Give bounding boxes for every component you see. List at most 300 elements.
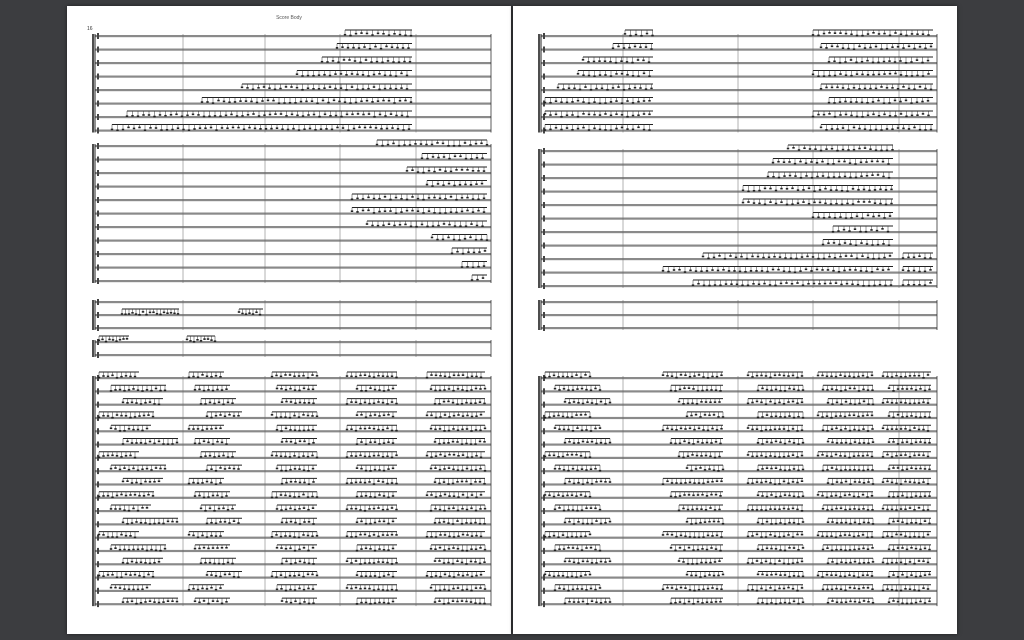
notehead xyxy=(368,113,370,115)
notehead xyxy=(788,161,790,163)
notehead xyxy=(366,100,368,102)
notehead xyxy=(876,269,878,271)
notehead xyxy=(836,442,838,444)
notehead xyxy=(601,88,603,90)
notehead xyxy=(435,375,437,377)
notehead xyxy=(483,170,485,172)
notehead xyxy=(215,375,217,377)
notehead xyxy=(792,401,794,403)
notehead xyxy=(219,521,221,523)
notehead xyxy=(692,388,694,390)
notehead xyxy=(590,389,592,391)
staff xyxy=(95,430,491,432)
notehead xyxy=(346,375,348,377)
notehead xyxy=(662,429,664,431)
notehead xyxy=(312,588,314,590)
notehead xyxy=(835,428,837,430)
notehead xyxy=(471,279,473,281)
notehead xyxy=(557,87,559,89)
notehead xyxy=(783,403,785,405)
notehead xyxy=(167,600,169,602)
notehead xyxy=(465,601,467,603)
notehead xyxy=(826,430,828,432)
notehead xyxy=(307,509,309,511)
notehead xyxy=(111,129,113,131)
notehead xyxy=(866,102,868,104)
staff xyxy=(541,177,937,179)
notehead xyxy=(146,550,148,552)
notehead xyxy=(872,258,874,260)
notehead xyxy=(362,198,364,200)
notehead xyxy=(919,129,921,131)
staff xyxy=(95,240,491,242)
notehead xyxy=(129,535,131,537)
notehead xyxy=(386,590,388,592)
notehead xyxy=(861,255,863,257)
notehead xyxy=(470,561,472,563)
notehead xyxy=(593,101,595,103)
notehead xyxy=(158,441,160,443)
notehead xyxy=(683,441,685,443)
notehead xyxy=(210,587,212,589)
notehead xyxy=(194,495,196,497)
notehead xyxy=(849,430,851,432)
notehead xyxy=(239,100,241,102)
notehead xyxy=(426,226,428,228)
notehead xyxy=(434,522,436,524)
notehead xyxy=(389,75,391,77)
notehead xyxy=(689,376,691,378)
notehead xyxy=(448,430,450,432)
notehead xyxy=(367,75,369,77)
notehead xyxy=(443,156,445,158)
notehead xyxy=(204,562,206,564)
staff xyxy=(95,417,491,419)
notehead xyxy=(245,100,247,102)
notehead xyxy=(218,508,220,510)
notehead xyxy=(434,441,436,443)
notehead xyxy=(132,508,134,510)
clef xyxy=(97,352,99,358)
notehead xyxy=(134,376,136,378)
notehead xyxy=(119,430,121,432)
notehead xyxy=(834,257,836,259)
notehead xyxy=(838,176,840,178)
clef xyxy=(97,561,99,567)
notehead xyxy=(845,114,847,116)
notehead xyxy=(848,376,850,378)
notehead xyxy=(849,388,851,390)
notehead xyxy=(600,401,602,403)
notehead xyxy=(775,441,777,443)
notehead xyxy=(137,429,139,431)
notehead xyxy=(250,101,252,103)
notehead xyxy=(927,402,929,404)
notehead xyxy=(879,189,881,191)
notehead xyxy=(786,188,788,190)
notehead xyxy=(913,256,915,258)
notehead xyxy=(210,574,212,576)
notehead xyxy=(153,481,155,483)
notehead xyxy=(871,161,873,163)
notehead xyxy=(392,576,394,578)
notehead xyxy=(902,86,904,88)
notehead xyxy=(206,101,208,103)
notehead xyxy=(812,256,814,258)
notehead xyxy=(784,443,786,445)
notehead xyxy=(599,427,601,429)
notehead xyxy=(828,216,830,218)
notehead xyxy=(431,237,433,239)
notehead xyxy=(312,402,314,404)
notehead xyxy=(391,563,393,565)
notehead xyxy=(897,46,899,48)
notehead xyxy=(462,454,464,456)
notehead xyxy=(138,314,140,316)
notehead xyxy=(272,100,274,102)
notehead xyxy=(786,204,788,206)
staff xyxy=(95,497,491,499)
notehead xyxy=(302,576,304,578)
notehead xyxy=(448,495,450,497)
notehead xyxy=(458,239,460,241)
notehead xyxy=(927,60,929,62)
notehead xyxy=(182,129,184,131)
notehead xyxy=(215,523,217,525)
notehead xyxy=(392,143,394,145)
notehead xyxy=(901,442,903,444)
notehead xyxy=(285,548,287,550)
notehead xyxy=(457,469,459,471)
notehead xyxy=(557,456,559,458)
notehead xyxy=(261,100,263,102)
notehead xyxy=(769,284,771,286)
page-header-title: Score Body xyxy=(276,15,302,21)
staff xyxy=(95,550,491,552)
notehead xyxy=(692,443,694,445)
notehead xyxy=(126,480,128,482)
notehead xyxy=(303,601,305,603)
notehead xyxy=(360,414,362,416)
notehead xyxy=(821,416,823,418)
notehead xyxy=(927,115,929,117)
notehead xyxy=(241,313,243,315)
notehead xyxy=(791,283,793,285)
notehead xyxy=(886,376,888,378)
notehead xyxy=(839,32,841,34)
notehead xyxy=(126,441,128,443)
notehead xyxy=(280,574,282,576)
notehead xyxy=(307,377,309,379)
staff xyxy=(95,470,491,472)
notehead xyxy=(435,417,437,419)
notehead xyxy=(431,144,433,146)
notehead xyxy=(868,285,870,287)
notehead xyxy=(684,271,686,273)
notehead xyxy=(181,116,183,118)
notehead xyxy=(280,388,282,390)
clef xyxy=(543,521,545,527)
notehead xyxy=(484,470,486,472)
notehead xyxy=(308,563,310,565)
notehead xyxy=(422,172,424,174)
notehead xyxy=(802,417,804,419)
staff xyxy=(95,89,491,91)
notehead xyxy=(461,508,463,510)
notehead xyxy=(356,521,358,523)
notehead xyxy=(303,388,305,390)
notehead xyxy=(155,467,157,469)
notehead xyxy=(821,161,823,163)
notehead xyxy=(483,523,485,525)
notehead xyxy=(916,33,918,35)
notehead xyxy=(864,128,866,130)
notehead xyxy=(194,443,196,445)
notehead xyxy=(930,46,932,48)
notehead xyxy=(800,177,802,179)
notehead xyxy=(821,375,823,377)
notehead xyxy=(98,456,100,458)
notehead xyxy=(307,114,309,116)
notehead xyxy=(276,388,278,390)
notehead xyxy=(913,88,915,90)
notehead xyxy=(188,376,190,378)
notehead xyxy=(379,114,381,116)
notehead xyxy=(135,402,137,404)
notehead xyxy=(298,537,300,539)
notehead xyxy=(813,190,815,192)
notehead xyxy=(871,428,873,430)
notehead xyxy=(380,48,382,50)
notehead xyxy=(765,429,767,431)
notehead xyxy=(303,402,305,404)
notehead xyxy=(609,402,611,404)
notehead xyxy=(438,403,440,405)
notehead xyxy=(382,509,384,511)
notehead xyxy=(577,116,579,118)
notehead xyxy=(311,455,313,457)
notehead xyxy=(135,562,137,564)
notehead xyxy=(365,470,367,472)
notehead xyxy=(303,128,305,130)
clef xyxy=(97,535,99,541)
notehead xyxy=(865,161,867,163)
notehead xyxy=(296,73,298,75)
notehead xyxy=(422,212,424,214)
notehead xyxy=(285,522,287,524)
notehead xyxy=(150,469,152,471)
notehead xyxy=(706,442,708,444)
notehead xyxy=(828,75,830,77)
notehead xyxy=(386,403,388,405)
notehead xyxy=(453,239,455,241)
notehead xyxy=(454,225,456,227)
notehead xyxy=(886,429,888,431)
notehead xyxy=(285,590,287,592)
notehead xyxy=(797,416,799,418)
notehead xyxy=(228,467,230,469)
notehead xyxy=(373,428,375,430)
notehead xyxy=(918,255,920,257)
notehead xyxy=(803,147,805,149)
notehead xyxy=(364,402,366,404)
notehead xyxy=(448,224,450,226)
notehead xyxy=(212,102,214,104)
notehead xyxy=(285,115,287,117)
notehead xyxy=(801,401,803,403)
notehead xyxy=(879,203,881,205)
notehead xyxy=(147,574,149,576)
notehead xyxy=(593,114,595,116)
notehead xyxy=(457,429,459,431)
clef xyxy=(543,101,545,107)
notehead xyxy=(891,428,893,430)
notehead xyxy=(316,535,318,537)
notehead xyxy=(395,403,397,405)
notehead xyxy=(582,74,584,76)
notehead xyxy=(650,48,652,50)
notehead xyxy=(123,430,125,432)
notehead xyxy=(233,468,235,470)
notehead xyxy=(340,116,342,118)
notehead xyxy=(430,510,432,512)
notehead xyxy=(357,113,359,115)
notehead xyxy=(114,587,116,589)
notehead xyxy=(466,550,468,552)
notehead xyxy=(210,376,212,378)
notehead xyxy=(650,88,652,90)
notehead xyxy=(393,225,395,227)
notehead xyxy=(747,375,749,377)
notehead xyxy=(853,388,855,390)
notehead xyxy=(290,86,292,88)
notehead xyxy=(695,270,697,272)
notehead xyxy=(861,102,863,104)
notehead xyxy=(797,443,799,445)
notehead xyxy=(404,100,406,102)
notehead xyxy=(137,549,139,551)
notehead xyxy=(887,163,889,165)
notehead xyxy=(848,230,850,232)
notehead xyxy=(380,128,382,130)
notehead xyxy=(333,100,335,102)
notehead xyxy=(927,430,929,432)
notehead xyxy=(588,114,590,116)
notehead xyxy=(298,416,300,418)
notehead xyxy=(212,390,214,392)
notehead xyxy=(465,522,467,524)
notehead xyxy=(222,563,224,565)
notehead xyxy=(271,576,273,578)
notehead xyxy=(207,389,209,391)
notehead xyxy=(200,508,202,510)
notehead xyxy=(203,390,205,392)
notehead xyxy=(155,549,157,551)
notehead xyxy=(274,113,276,115)
notehead xyxy=(359,563,361,565)
notehead xyxy=(484,588,486,590)
notehead xyxy=(368,562,370,564)
staff xyxy=(541,327,937,329)
notehead xyxy=(560,129,562,131)
notehead xyxy=(793,388,795,390)
notehead xyxy=(289,575,291,577)
notehead xyxy=(620,60,622,62)
notehead xyxy=(243,128,245,130)
notehead xyxy=(774,403,776,405)
notehead xyxy=(829,283,831,285)
notehead xyxy=(377,561,379,563)
notehead xyxy=(299,402,301,404)
notehead xyxy=(888,415,890,417)
notehead xyxy=(232,127,234,129)
notehead xyxy=(409,61,411,63)
notehead xyxy=(201,482,203,484)
notehead xyxy=(919,86,921,88)
notehead xyxy=(448,575,450,577)
notehead xyxy=(439,547,441,549)
notehead xyxy=(439,454,441,456)
notehead xyxy=(332,60,334,62)
notehead xyxy=(301,75,303,77)
notehead xyxy=(911,115,913,117)
notehead xyxy=(567,429,569,431)
staff xyxy=(541,285,937,287)
notehead xyxy=(577,73,579,75)
notehead xyxy=(125,574,127,576)
notehead xyxy=(356,496,358,498)
notehead xyxy=(159,390,161,392)
notehead xyxy=(329,86,331,88)
notehead xyxy=(144,402,146,404)
notehead xyxy=(294,522,296,524)
notehead xyxy=(335,115,337,117)
notehead xyxy=(598,60,600,62)
notehead xyxy=(434,429,436,431)
notehead xyxy=(210,535,212,537)
notehead xyxy=(831,128,833,130)
notehead xyxy=(557,415,559,417)
notehead xyxy=(682,403,684,405)
notehead xyxy=(395,88,397,90)
notehead xyxy=(192,588,194,590)
notehead xyxy=(575,414,577,416)
notehead xyxy=(751,256,753,258)
notehead xyxy=(891,149,893,151)
notehead xyxy=(216,389,218,391)
notehead xyxy=(582,127,584,129)
notehead xyxy=(457,587,459,589)
notehead xyxy=(439,169,441,171)
notehead xyxy=(167,521,169,523)
notehead xyxy=(577,128,579,130)
notehead xyxy=(350,455,352,457)
notehead xyxy=(882,161,884,163)
staff xyxy=(541,563,937,565)
notehead xyxy=(303,562,305,564)
notehead xyxy=(462,575,464,577)
notehead xyxy=(285,428,287,430)
notehead xyxy=(314,129,316,131)
clef xyxy=(543,202,545,208)
notehead xyxy=(140,522,142,524)
notehead xyxy=(426,575,428,577)
notehead xyxy=(558,428,560,430)
notehead xyxy=(843,229,845,231)
notehead xyxy=(378,198,380,200)
notehead xyxy=(648,114,650,116)
notehead xyxy=(588,75,590,77)
